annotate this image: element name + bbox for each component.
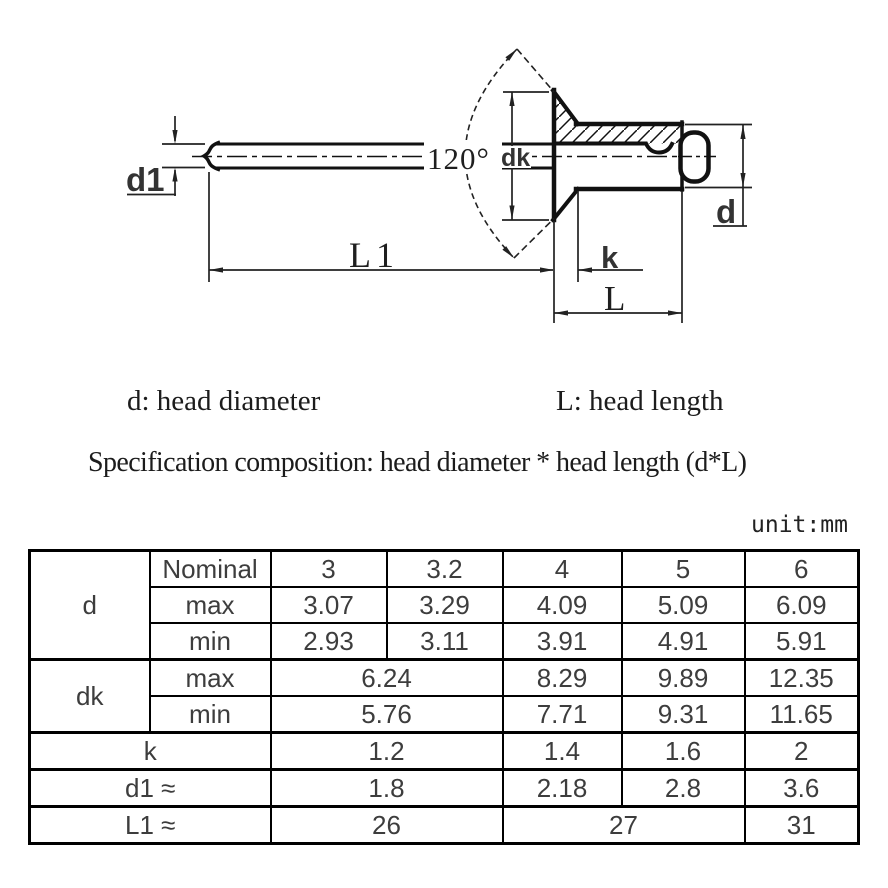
cell: 6.09 [745, 587, 859, 623]
row-label-k: k [30, 733, 271, 770]
d-label: d [716, 193, 737, 230]
angle-label: 120° [427, 141, 490, 176]
cell: min [150, 623, 271, 660]
cell: 8.29 [503, 660, 622, 697]
row-label-l1: L1 ≈ [30, 807, 271, 844]
cell: 5.76 [271, 696, 503, 733]
cell: 3.2 [387, 551, 503, 588]
cell: 2 [745, 733, 859, 770]
l-label: L [604, 279, 626, 318]
cell: 2.93 [271, 623, 387, 660]
cell: Nominal [150, 551, 271, 588]
table-row-d1 [30, 770, 859, 807]
cell: 26 [271, 807, 503, 844]
table-row-dk-max [30, 660, 859, 697]
cell: 4 [503, 551, 622, 588]
cell: 27 [503, 807, 745, 844]
row-label-d1: d1 ≈ [30, 770, 271, 807]
table-row-nominal [30, 551, 859, 588]
cell: 3.29 [387, 587, 503, 623]
cell: 5 [622, 551, 745, 588]
cell: 3.91 [503, 623, 622, 660]
cell: 1.6 [622, 733, 745, 770]
cell: 1.4 [503, 733, 622, 770]
rivet-body-outline [553, 90, 682, 220]
cell: 6 [745, 551, 859, 588]
group-label-dk: dk [30, 660, 150, 733]
cell: 9.31 [622, 696, 745, 733]
cell: 5.91 [745, 623, 859, 660]
unit-label: unit:mm [751, 512, 848, 538]
table-row-dk-min [30, 696, 859, 733]
cell: 5.09 [622, 587, 745, 623]
group-label-d: d [30, 551, 150, 660]
cell: 4.09 [503, 587, 622, 623]
cell: 2.8 [622, 770, 745, 807]
cell: 9.89 [622, 660, 745, 697]
d-legend-text: d: head diameter [127, 385, 321, 417]
cell: max [150, 587, 271, 623]
spec-composition-text: Specification composition: head diameter * head length (d*L) [88, 447, 747, 478]
cell: 3.6 [745, 770, 859, 807]
spec-table [28, 549, 860, 845]
cell: min [150, 696, 271, 733]
table-row-l1 [30, 807, 859, 844]
cell: 3.11 [387, 623, 503, 660]
cell: 31 [745, 807, 859, 844]
cell: 2.18 [503, 770, 622, 807]
l1-label: L1 [349, 235, 399, 275]
table-row-k [30, 733, 859, 770]
cell: 3.07 [271, 587, 387, 623]
k-label: k [601, 240, 619, 275]
d1-label: d1 [126, 161, 165, 198]
cell: 12.35 [745, 660, 859, 697]
mandrel-bore-line [554, 144, 672, 153]
cell: 3 [271, 551, 387, 588]
cell: 4.91 [622, 623, 745, 660]
cell: 7.71 [503, 696, 622, 733]
cell: max [150, 660, 271, 697]
table-row-d-max [30, 587, 859, 623]
cell: 6.24 [271, 660, 503, 697]
rivet-technical-drawing [0, 0, 888, 345]
cell: 1.2 [271, 733, 503, 770]
dk-label: dk [501, 144, 531, 172]
cell: 11.65 [745, 696, 859, 733]
cell: 1.8 [271, 770, 503, 807]
l-legend-text: L: head length [556, 385, 724, 417]
table-row-d-min [30, 623, 859, 660]
